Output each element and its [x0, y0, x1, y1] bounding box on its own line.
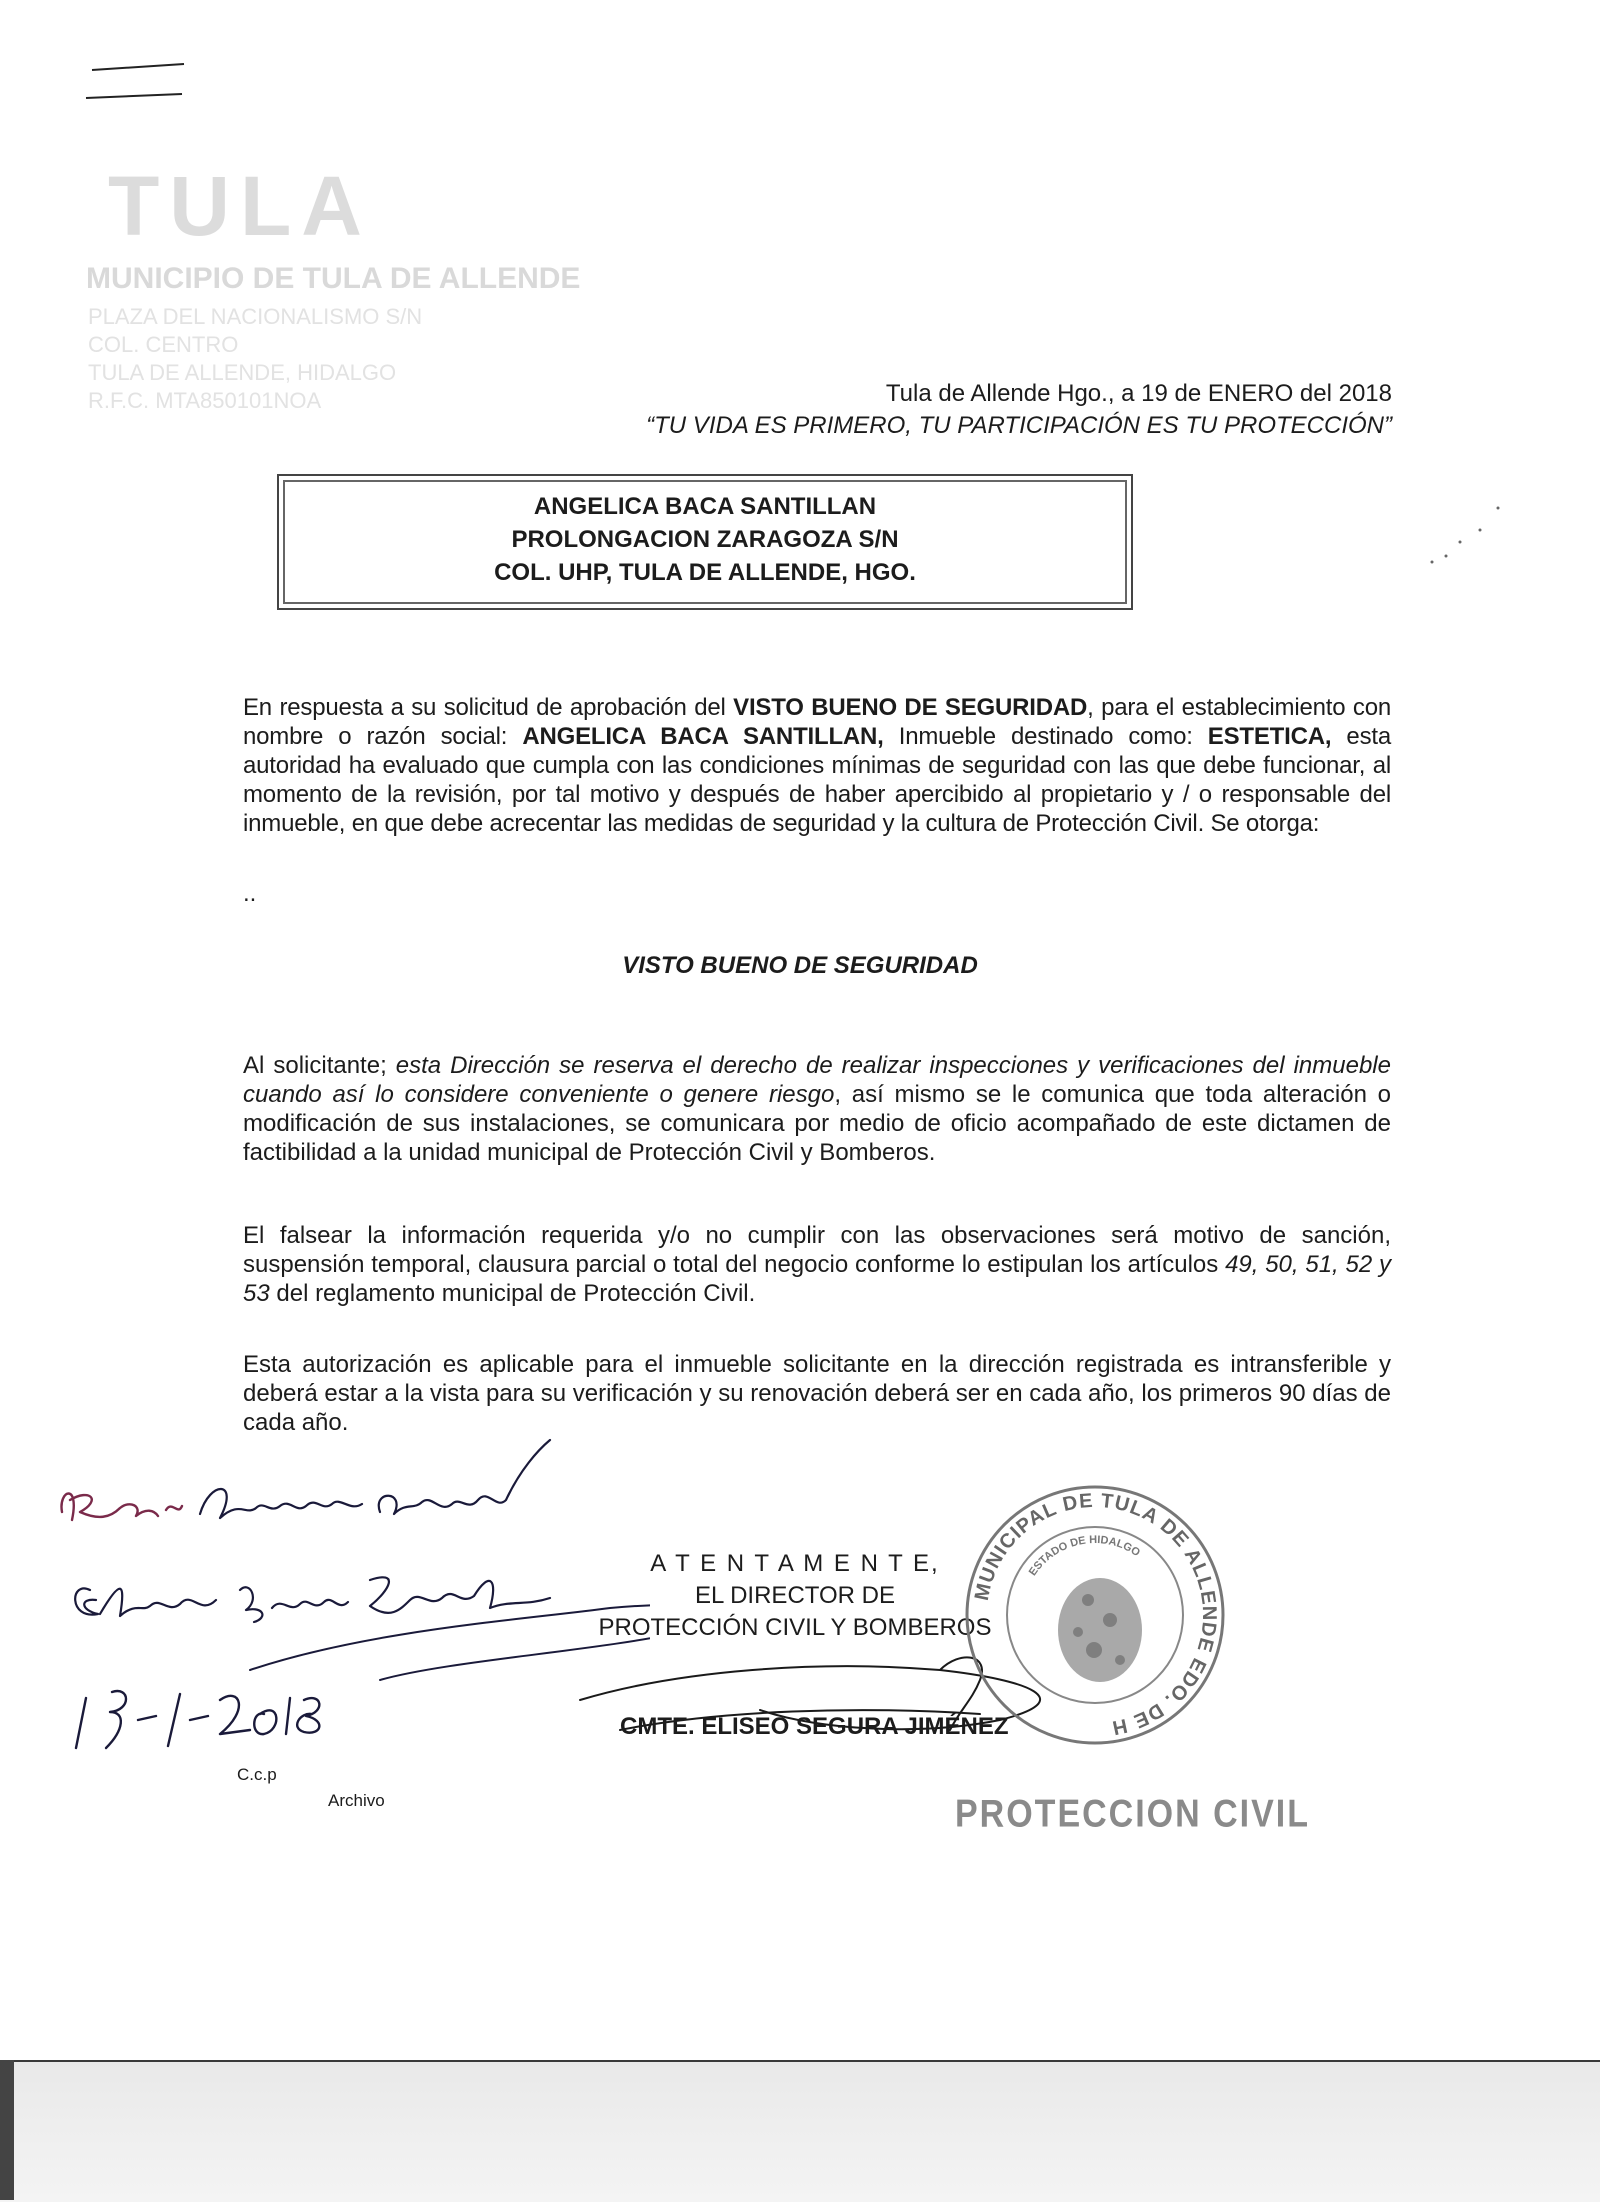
- p1-business-name: ANGELICA BACA SANTILLAN,: [522, 723, 884, 750]
- p2-italic: esta Dirección se reserva el derecho de realizar inspecciones y verificaciones del inmueble cuando así lo considere conveniente o genere riesgo: [243, 1052, 1391, 1108]
- signer-role-2: PROTECCIÓN CIVIL Y BOMBEROS: [598, 1614, 992, 1641]
- recipient-name: ANGELICA BACA SANTILLAN: [533, 493, 877, 520]
- ccp-label: C.c.p: [237, 1765, 277, 1784]
- paragraph-sanctions: [243, 1221, 1391, 1308]
- p1-property-use: ESTETICA,: [1207, 723, 1332, 750]
- p2-text: Al solicitante;: [243, 1052, 396, 1079]
- paragraph-request: [243, 693, 1391, 838]
- p2-text: , así mismo se le comunica que toda alteración o modificación de sus instalaciones, se comunicara por medio de oficio acompañado de este dictamen de factibilidad a la unidad municipal de Protección Civil y Bomberos.: [243, 1081, 1392, 1166]
- paragraph-validity: Esta autorización es aplicable para el inmueble solicitante en la dirección registrada es intransferible y deberá estar a la vista para su verificación y su renovación deberá ser en cada año, los primeros 90 días de cada año.: [243, 1351, 1391, 1436]
- p1-text: En respuesta a su solicitud de aprobación del: [243, 694, 734, 721]
- p3-articles: 49, 50, 51, 52 y 53: [243, 1251, 1391, 1307]
- motto: “TU VIDA ES PRIMERO, TU PARTICIPACIÓN ES TU PROTECCIÓN”: [646, 412, 1392, 439]
- letterhead-address-line: R.F.C. MTA850101NOA: [88, 388, 322, 413]
- place-date: Tula de Allende Hgo., a 19 de ENERO del 2018: [885, 380, 1392, 407]
- svg-text:MUNICIPAL DE TULA DE ALLENDE E: MUNICIPAL DE TULA DE ALLENDE EDO. DE H: [970, 1489, 1221, 1739]
- p1-text: , para el establecimiento con nombre o razón social:: [243, 694, 1392, 750]
- p1-dots: ..: [243, 880, 257, 907]
- letterhead-municipality-ghost: MUNICIPIO DE TULA DE ALLENDE: [86, 262, 581, 295]
- p1-visto-bueno: VISTO BUENO DE SEGURIDAD: [733, 694, 1088, 721]
- letterhead-address-line: COL. CENTRO: [88, 332, 239, 357]
- signer-role-1: EL DIRECTOR DE: [694, 1582, 896, 1609]
- p1-text: Inmueble destinado como:: [883, 723, 1208, 750]
- closing: A T E N T A M E N T E,: [650, 1550, 940, 1577]
- scan-specks: [1420, 500, 1510, 580]
- scan-page-edge-left: [0, 2060, 14, 2200]
- svg-text:ESTADO DE HIDALGO: ESTADO DE HIDALGO: [1026, 1533, 1143, 1579]
- letterhead-address-line: PLAZA DEL NACIONALISMO S/N: [88, 304, 423, 329]
- recipient-locality: COL. UHP, TULA DE ALLENDE, HGO.: [494, 559, 916, 586]
- recipient-box: [277, 474, 1133, 610]
- letterhead-address-line: TULA DE ALLENDE, HIDALGO: [88, 360, 397, 385]
- p3-text: del reglamento municipal de Protección Civil.: [269, 1280, 756, 1307]
- stamp-label: PROTECCION CIVIL: [955, 1792, 1311, 1836]
- pen-mark: [84, 56, 194, 106]
- letterhead-logo-ghost: TULA: [108, 159, 372, 253]
- recipient-street: PROLONGACION ZARAGOZA S/N: [511, 526, 899, 553]
- p3-text: El falsear la información requerida y/o no cumplir con las observaciones será motivo de sanción, suspensión temporal, clausura parcial o total del negocio conforme lo estipulan los artículos: [243, 1222, 1391, 1278]
- document-title: VISTO BUENO DE SEGURIDAD: [622, 952, 978, 979]
- signer-name: CMTE. ELISEO SEGURA JIMÉNEZ: [620, 1713, 1009, 1740]
- official-seal: [960, 1480, 1230, 1750]
- archivo-label: Archivo: [328, 1791, 385, 1810]
- p1-text: esta autoridad ha evaluado que cumpla con las condiciones mínimas de seguridad con las que debe funcionar, al momento de la revisión, por tal motivo y después de haber apercibido al propietario y / o responsable del inmueble, en que debe acrecentar las medidas de seguridad y la cultura de Protección Civil. Se otorga:: [243, 723, 1391, 837]
- scan-page-edge: [0, 2060, 1600, 2202]
- paragraph-inspections: [243, 1051, 1391, 1167]
